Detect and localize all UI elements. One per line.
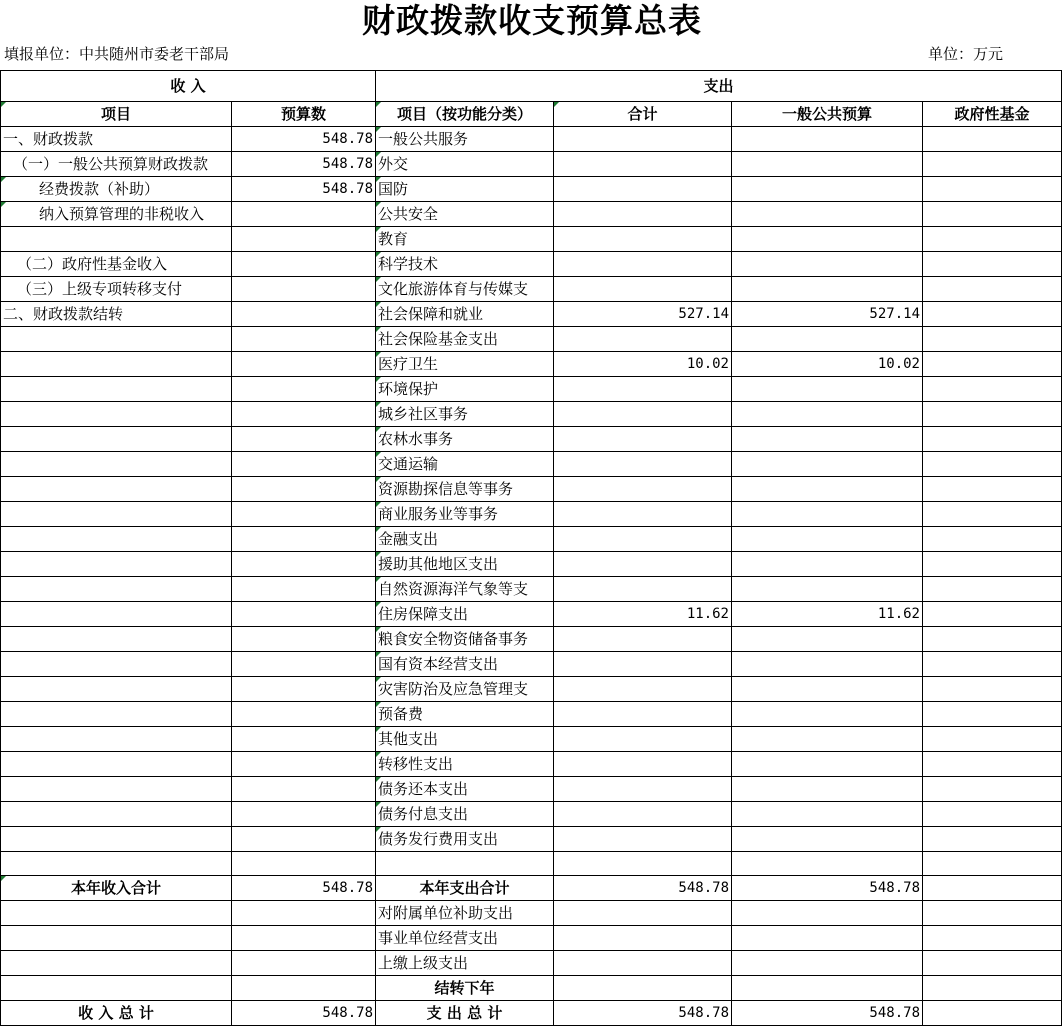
expense-total-cell: 11.62 xyxy=(554,602,732,627)
expense-general-cell xyxy=(732,202,923,227)
table-row xyxy=(1,852,1062,876)
table-row xyxy=(1,677,1062,702)
table-row xyxy=(1,177,1062,202)
income-item-cell xyxy=(1,951,232,976)
income-item-cell: 收 入 总 计 xyxy=(1,1001,232,1026)
expense-item-cell: 社会保险基金支出 xyxy=(376,327,554,352)
expense-gov-fund-cell xyxy=(923,327,1062,352)
expense-general-cell xyxy=(732,227,923,252)
table-row xyxy=(1,527,1062,552)
expense-gov-fund-cell xyxy=(923,802,1062,827)
table-row xyxy=(1,202,1062,227)
expense-general-cell xyxy=(732,627,923,652)
income-item-cell xyxy=(1,926,232,951)
expense-gov-fund-cell xyxy=(923,1001,1062,1026)
expense-gov-fund-cell xyxy=(923,827,1062,852)
expense-total-cell xyxy=(554,202,732,227)
expense-general-cell xyxy=(732,377,923,402)
income-item-cell: （三）上级专项转移支付 xyxy=(1,277,232,302)
income-item-cell xyxy=(1,802,232,827)
income-item-cell xyxy=(1,427,232,452)
table-row xyxy=(1,127,1062,152)
expense-general-cell xyxy=(732,901,923,926)
expense-total-cell xyxy=(554,177,732,202)
expense-general-cell xyxy=(732,527,923,552)
expense-general-cell xyxy=(732,951,923,976)
expense-gov-fund-cell xyxy=(923,727,1062,752)
table-row xyxy=(1,602,1062,627)
income-budget-cell xyxy=(232,377,376,402)
expense-gov-fund-cell xyxy=(923,627,1062,652)
income-budget-cell: 548.78 xyxy=(232,876,376,901)
income-item-cell xyxy=(1,502,232,527)
expense-item-cell: 交通运输 xyxy=(376,452,554,477)
header-row-group xyxy=(1,71,1062,102)
table-row xyxy=(1,452,1062,477)
expense-item-cell: 灾害防治及应急管理支 xyxy=(376,677,554,702)
income-budget-cell xyxy=(232,602,376,627)
expense-gov-fund-cell xyxy=(923,177,1062,202)
expense-total-cell xyxy=(554,652,732,677)
income-item-cell: （一）一般公共预算财政拨款 xyxy=(1,152,232,177)
income-item-cell xyxy=(1,227,232,252)
expense-gov-fund-cell xyxy=(923,152,1062,177)
income-budget-cell xyxy=(232,302,376,327)
expense-gov-fund-cell xyxy=(923,777,1062,802)
income-item-cell xyxy=(1,552,232,577)
table-row xyxy=(1,827,1062,852)
income-item-cell xyxy=(1,827,232,852)
income-budget-cell xyxy=(232,252,376,277)
expense-total-cell xyxy=(554,402,732,427)
income-budget-cell xyxy=(232,452,376,477)
income-budget-cell xyxy=(232,852,376,876)
expense-general-cell: 527.14 xyxy=(732,302,923,327)
income-item-cell: 二、财政拨款结转 xyxy=(1,302,232,327)
income-item-cell xyxy=(1,527,232,552)
expense-gov-fund-cell xyxy=(923,127,1062,152)
expense-item-cell: 教育 xyxy=(376,227,554,252)
income-item-cell xyxy=(1,976,232,1001)
expense-total-cell xyxy=(554,627,732,652)
expense-item-cell xyxy=(376,852,554,876)
expense-general-cell xyxy=(732,652,923,677)
table-row xyxy=(1,951,1062,976)
expense-general-cell xyxy=(732,502,923,527)
expense-total-cell xyxy=(554,552,732,577)
income-item-cell xyxy=(1,777,232,802)
expense-general-cell: 548.78 xyxy=(732,1001,923,1026)
expense-general-cell: 10.02 xyxy=(732,352,923,377)
income-budget-cell: 548.78 xyxy=(232,177,376,202)
table-row xyxy=(1,901,1062,926)
expense-gov-fund-cell xyxy=(923,677,1062,702)
expense-general-cell xyxy=(732,727,923,752)
income-budget-cell xyxy=(232,802,376,827)
income-budget-cell xyxy=(232,427,376,452)
expense-general-cell xyxy=(732,926,923,951)
col-header-item-func: 项目（按功能分类） xyxy=(376,102,554,127)
expense-item-cell: 金融支出 xyxy=(376,527,554,552)
expense-total-cell xyxy=(554,852,732,876)
expense-gov-fund-cell xyxy=(923,477,1062,502)
table-row xyxy=(1,976,1062,1001)
expense-gov-fund-cell xyxy=(923,976,1062,1001)
income-item-cell: 纳入预算管理的非税收入 xyxy=(1,202,232,227)
expense-total-cell xyxy=(554,976,732,1001)
expense-gov-fund-cell xyxy=(923,377,1062,402)
expense-item-cell: 债务付息支出 xyxy=(376,802,554,827)
expense-item-cell: 商业服务业等事务 xyxy=(376,502,554,527)
expense-general-cell xyxy=(732,752,923,777)
expense-total-cell: 10.02 xyxy=(554,352,732,377)
income-budget-cell: 548.78 xyxy=(232,1001,376,1026)
income-budget-cell xyxy=(232,727,376,752)
income-budget-cell xyxy=(232,327,376,352)
income-item-cell xyxy=(1,702,232,727)
income-budget-cell xyxy=(232,926,376,951)
expense-total-cell xyxy=(554,527,732,552)
income-budget-cell xyxy=(232,227,376,252)
income-item-cell xyxy=(1,577,232,602)
expense-total-cell xyxy=(554,502,732,527)
income-header: 收 入 xyxy=(1,71,376,102)
col-header-budget: 预算数 xyxy=(232,102,376,127)
expense-item-cell: 对附属单位补助支出 xyxy=(376,901,554,926)
income-budget-cell xyxy=(232,502,376,527)
expense-general-cell xyxy=(732,552,923,577)
table-row xyxy=(1,277,1062,302)
income-item-cell xyxy=(1,452,232,477)
expense-gov-fund-cell xyxy=(923,352,1062,377)
table-row xyxy=(1,252,1062,277)
expense-total-cell xyxy=(554,152,732,177)
income-item-cell xyxy=(1,377,232,402)
table-row xyxy=(1,352,1062,377)
expense-item-cell: 其他支出 xyxy=(376,727,554,752)
table-row xyxy=(1,702,1062,727)
expense-total-cell xyxy=(554,752,732,777)
col-header-general: 一般公共预算 xyxy=(732,102,923,127)
expense-general-cell xyxy=(732,477,923,502)
table-row xyxy=(1,802,1062,827)
income-budget-cell xyxy=(232,901,376,926)
expense-total-cell xyxy=(554,227,732,252)
expense-general-cell xyxy=(732,277,923,302)
income-item-cell: 经费拨款（补助） xyxy=(1,177,232,202)
table-row xyxy=(1,777,1062,802)
income-budget-cell xyxy=(232,577,376,602)
table-row xyxy=(1,876,1062,901)
expense-gov-fund-cell xyxy=(923,702,1062,727)
income-budget-cell xyxy=(232,277,376,302)
expense-gov-fund-cell xyxy=(923,227,1062,252)
expense-general-cell xyxy=(732,976,923,1001)
expense-item-cell: 债务发行费用支出 xyxy=(376,827,554,852)
expense-general-cell xyxy=(732,427,923,452)
expense-item-cell: 债务还本支出 xyxy=(376,777,554,802)
expense-total-cell xyxy=(554,926,732,951)
expense-item-cell: 国防 xyxy=(376,177,554,202)
col-header-item: 项目 xyxy=(1,102,232,127)
income-budget-cell xyxy=(232,527,376,552)
expense-total-cell xyxy=(554,951,732,976)
income-item-cell xyxy=(1,852,232,876)
expense-total-cell xyxy=(554,427,732,452)
table-row xyxy=(1,727,1062,752)
expense-general-cell xyxy=(732,777,923,802)
expense-total-cell: 527.14 xyxy=(554,302,732,327)
income-budget-cell xyxy=(232,752,376,777)
expense-gov-fund-cell xyxy=(923,452,1062,477)
income-item-cell: 一、财政拨款 xyxy=(1,127,232,152)
expense-total-cell xyxy=(554,327,732,352)
expense-item-cell: 支 出 总 计 xyxy=(376,1001,554,1026)
income-budget-cell xyxy=(232,976,376,1001)
expense-total-cell: 548.78 xyxy=(554,876,732,901)
expense-header: 支出 xyxy=(376,71,1062,102)
table-row xyxy=(1,926,1062,951)
expense-total-cell xyxy=(554,901,732,926)
expense-general-cell xyxy=(732,252,923,277)
expense-general-cell xyxy=(732,827,923,852)
expense-total-cell xyxy=(554,277,732,302)
table-row xyxy=(1,377,1062,402)
income-budget-cell: 548.78 xyxy=(232,127,376,152)
expense-general-cell xyxy=(732,152,923,177)
income-budget-cell xyxy=(232,352,376,377)
expense-item-cell: 结转下年 xyxy=(376,976,554,1001)
expense-total-cell xyxy=(554,477,732,502)
expense-gov-fund-cell xyxy=(923,901,1062,926)
expense-item-cell: 转移性支出 xyxy=(376,752,554,777)
table-row xyxy=(1,477,1062,502)
expense-total-cell xyxy=(554,452,732,477)
income-budget-cell xyxy=(232,402,376,427)
table-row xyxy=(1,652,1062,677)
expense-gov-fund-cell xyxy=(923,577,1062,602)
table-row xyxy=(1,152,1062,177)
unit-label: 单位：万元 xyxy=(928,45,1004,63)
expense-item-cell: 一般公共服务 xyxy=(376,127,554,152)
expense-item-cell: 科学技术 xyxy=(376,252,554,277)
expense-total-cell xyxy=(554,702,732,727)
expense-item-cell: 援助其他地区支出 xyxy=(376,552,554,577)
expense-total-cell xyxy=(554,802,732,827)
expense-item-cell: 资源勘探信息等事务 xyxy=(376,477,554,502)
expense-gov-fund-cell xyxy=(923,402,1062,427)
expense-general-cell xyxy=(732,677,923,702)
expense-total-cell xyxy=(554,677,732,702)
expense-gov-fund-cell xyxy=(923,951,1062,976)
table-row xyxy=(1,577,1062,602)
expense-item-cell: 上缴上级支出 xyxy=(376,951,554,976)
expense-gov-fund-cell xyxy=(923,876,1062,901)
expense-item-cell: 公共安全 xyxy=(376,202,554,227)
income-item-cell xyxy=(1,652,232,677)
table-row xyxy=(1,427,1062,452)
income-item-cell xyxy=(1,752,232,777)
expense-item-cell: 自然资源海洋气象等支 xyxy=(376,577,554,602)
income-item-cell xyxy=(1,402,232,427)
expense-item-cell: 本年支出合计 xyxy=(376,876,554,901)
income-budget-cell xyxy=(232,652,376,677)
header-row-columns xyxy=(1,102,1062,127)
income-item-cell: 本年收入合计 xyxy=(1,876,232,901)
expense-total-cell xyxy=(554,727,732,752)
income-item-cell xyxy=(1,477,232,502)
expense-item-cell: 粮食安全物资储备事务 xyxy=(376,627,554,652)
expense-item-cell: 医疗卫生 xyxy=(376,352,554,377)
income-item-cell: （二）政府性基金收入 xyxy=(1,252,232,277)
expense-gov-fund-cell xyxy=(923,926,1062,951)
expense-total-cell: 548.78 xyxy=(554,1001,732,1026)
expense-gov-fund-cell xyxy=(923,652,1062,677)
expense-general-cell xyxy=(732,702,923,727)
table-row xyxy=(1,227,1062,252)
expense-item-cell: 环境保护 xyxy=(376,377,554,402)
income-budget-cell xyxy=(232,677,376,702)
col-header-total: 合计 xyxy=(554,102,732,127)
expense-gov-fund-cell xyxy=(923,752,1062,777)
expense-item-cell: 社会保障和就业 xyxy=(376,302,554,327)
expense-general-cell xyxy=(732,177,923,202)
page-title: 财政拨款收支预算总表 xyxy=(362,1,702,40)
expense-item-cell: 预备费 xyxy=(376,702,554,727)
expense-general-cell: 548.78 xyxy=(732,876,923,901)
expense-gov-fund-cell xyxy=(923,302,1062,327)
income-budget-cell xyxy=(232,202,376,227)
filing-unit: 填报单位：中共随州市委老干部局 xyxy=(4,45,230,63)
expense-item-cell: 住房保障支出 xyxy=(376,602,554,627)
expense-general-cell xyxy=(732,452,923,477)
expense-item-cell: 外交 xyxy=(376,152,554,177)
expense-gov-fund-cell xyxy=(923,252,1062,277)
expense-item-cell: 国有资本经营支出 xyxy=(376,652,554,677)
expense-general-cell xyxy=(732,577,923,602)
expense-general-cell xyxy=(732,852,923,876)
expense-total-cell xyxy=(554,252,732,277)
income-item-cell xyxy=(1,327,232,352)
expense-gov-fund-cell xyxy=(923,277,1062,302)
expense-item-cell: 事业单位经营支出 xyxy=(376,926,554,951)
table-row xyxy=(1,402,1062,427)
expense-general-cell xyxy=(732,327,923,352)
expense-total-cell xyxy=(554,777,732,802)
expense-general-cell xyxy=(732,802,923,827)
expense-gov-fund-cell xyxy=(923,427,1062,452)
table-row xyxy=(1,327,1062,352)
table-row xyxy=(1,1001,1062,1026)
expense-total-cell xyxy=(554,827,732,852)
expense-gov-fund-cell xyxy=(923,552,1062,577)
expense-item-cell: 农林水事务 xyxy=(376,427,554,452)
income-item-cell xyxy=(1,727,232,752)
income-budget-cell: 548.78 xyxy=(232,152,376,177)
income-item-cell xyxy=(1,352,232,377)
income-budget-cell xyxy=(232,702,376,727)
income-budget-cell xyxy=(232,777,376,802)
expense-gov-fund-cell xyxy=(923,527,1062,552)
expense-general-cell xyxy=(732,127,923,152)
expense-gov-fund-cell xyxy=(923,852,1062,876)
expense-general-cell xyxy=(732,402,923,427)
expense-total-cell xyxy=(554,377,732,402)
col-header-gov-fund: 政府性基金 xyxy=(923,102,1062,127)
table-row xyxy=(1,502,1062,527)
expense-item-cell: 文化旅游体育与传媒支 xyxy=(376,277,554,302)
income-budget-cell xyxy=(232,951,376,976)
expense-item-cell: 城乡社区事务 xyxy=(376,402,554,427)
income-item-cell xyxy=(1,602,232,627)
table-row xyxy=(1,627,1062,652)
income-item-cell xyxy=(1,901,232,926)
income-item-cell xyxy=(1,627,232,652)
income-budget-cell xyxy=(232,477,376,502)
expense-total-cell xyxy=(554,577,732,602)
table-row xyxy=(1,302,1062,327)
expense-general-cell: 11.62 xyxy=(732,602,923,627)
table-row xyxy=(1,752,1062,777)
expense-total-cell xyxy=(554,127,732,152)
expense-gov-fund-cell xyxy=(923,202,1062,227)
income-budget-cell xyxy=(232,827,376,852)
income-budget-cell xyxy=(232,627,376,652)
income-item-cell xyxy=(1,677,232,702)
budget-table xyxy=(0,70,1062,1026)
expense-gov-fund-cell xyxy=(923,502,1062,527)
table-row xyxy=(1,552,1062,577)
income-budget-cell xyxy=(232,552,376,577)
expense-gov-fund-cell xyxy=(923,602,1062,627)
